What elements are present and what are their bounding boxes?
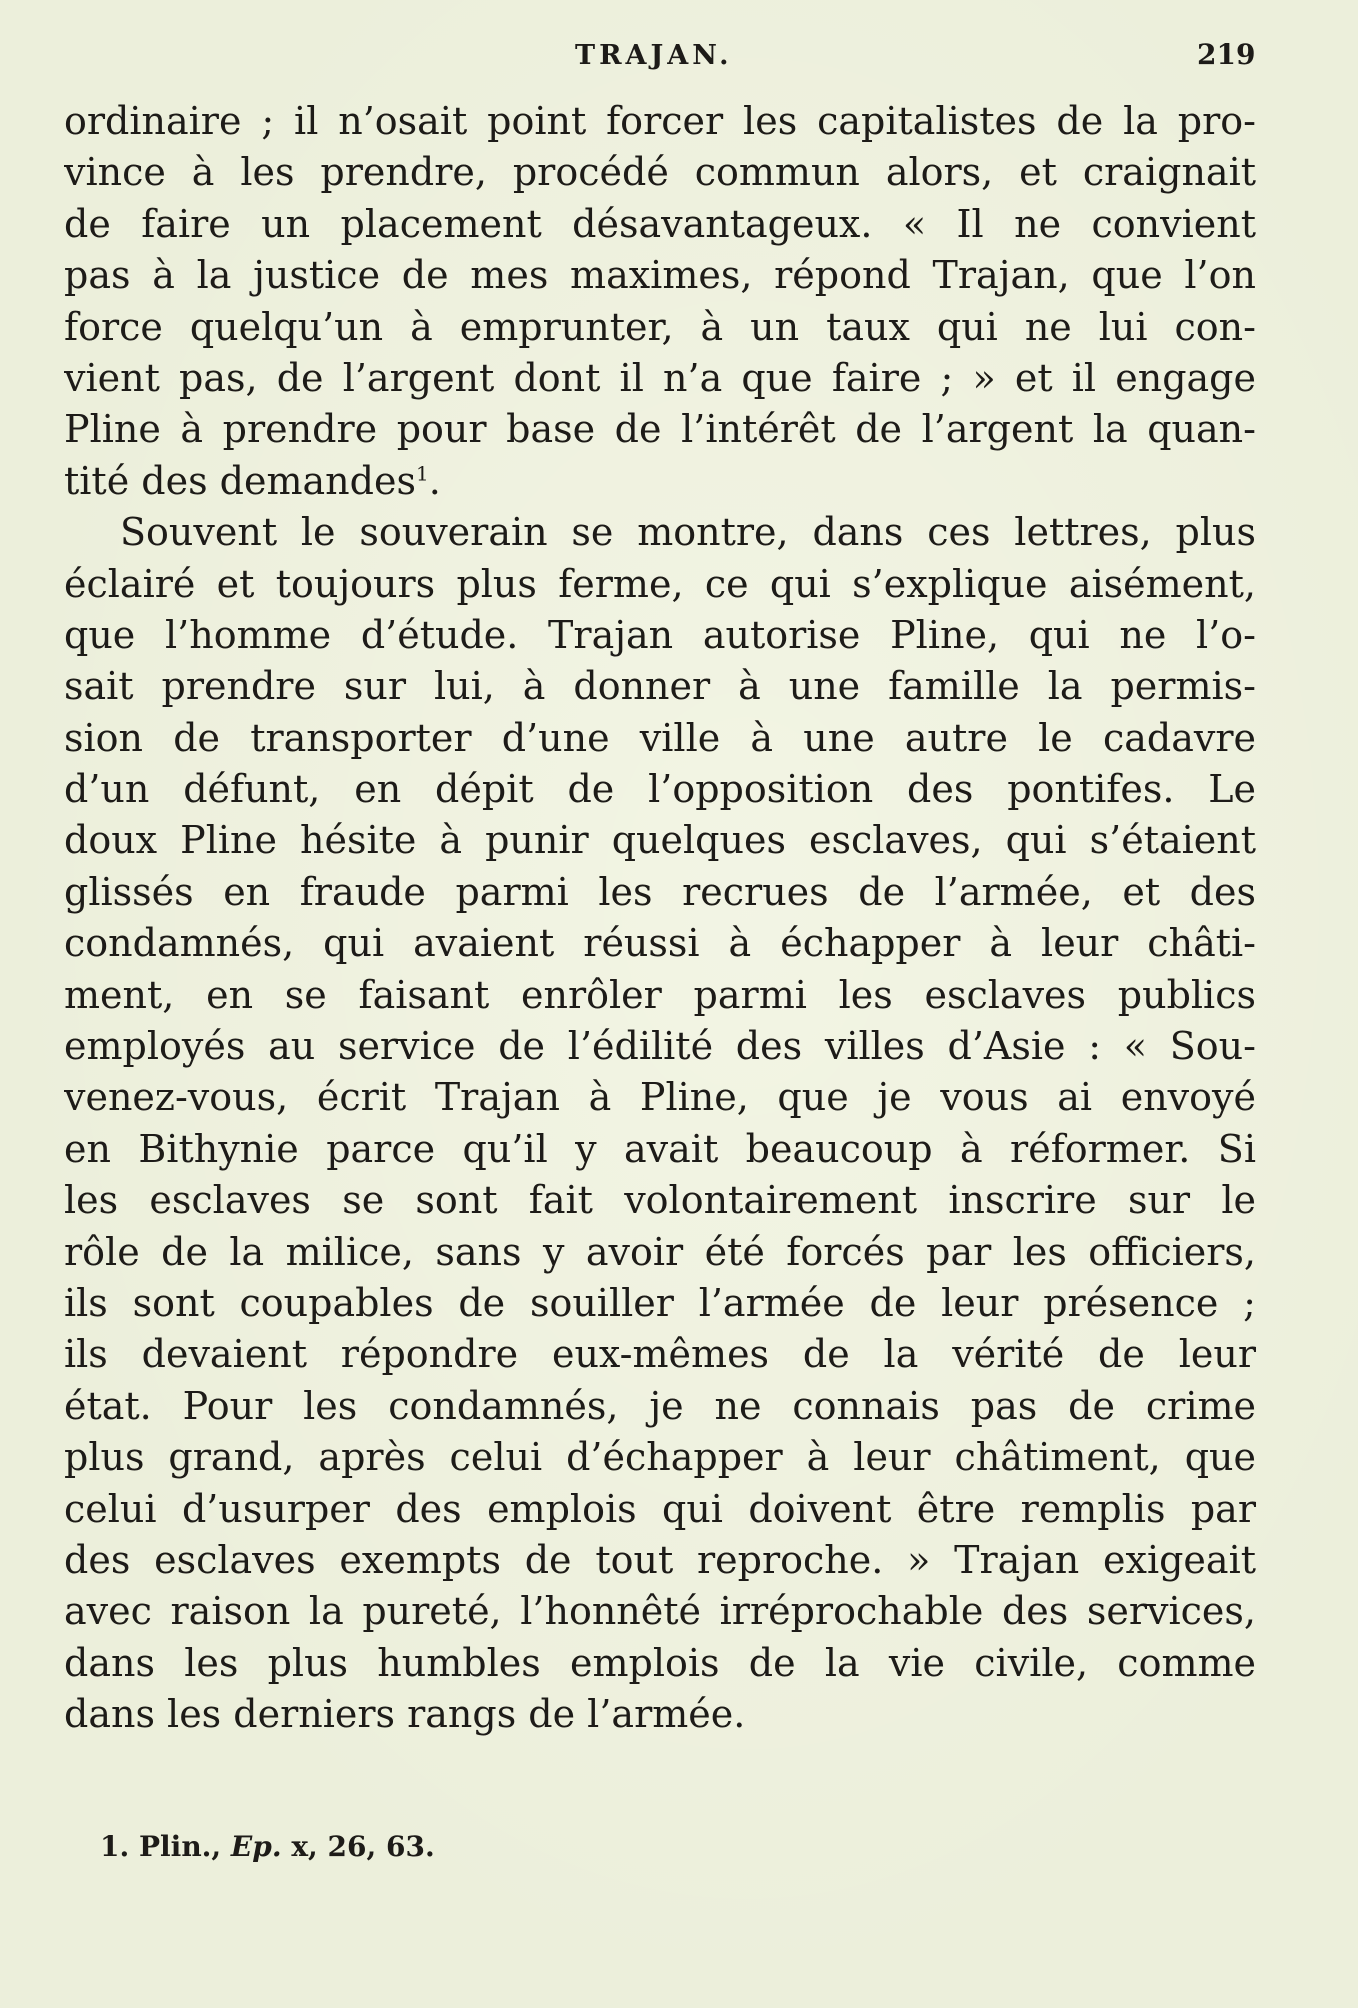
text-line: celui d’usurper des emplois qui doivent être remplis par <box>64 1486 1256 1531</box>
text-line: force quelqu’un à emprunter, à un taux qui ne lui con- <box>64 304 1256 349</box>
text-line: plus grand, après celui d’échapper à leur châtiment, que <box>64 1435 1256 1480</box>
running-head: TRAJAN. <box>575 40 733 71</box>
text-line: des esclaves exempts de tout reproche. » Trajan exigeait <box>64 1537 1256 1582</box>
text-line: sion de transporter d’une ville à une autre le cadavre <box>64 715 1256 760</box>
text-line: Pline à prendre pour base de l’intérêt de l’argent la quan- <box>64 407 1256 452</box>
text-line: rôle de la milice, sans y avoir été forcés par les officiers, <box>64 1229 1256 1274</box>
text-line: ils devaient répondre eux-mêmes de la vérité de leur <box>64 1332 1256 1377</box>
text-line: avec raison la pureté, l’honnêté irréprochable des services, <box>64 1589 1256 1634</box>
body-text <box>64 96 1256 1741</box>
text-line: venez-vous, écrit Trajan à Pline, que je vous ai envoyé <box>64 1075 1256 1120</box>
text-line: pas à la justice de mes maximes, répond Trajan, que l’on <box>64 253 1256 298</box>
footnote-reference-text: x, 26, 63. <box>291 1830 435 1863</box>
text-line: dans les derniers rangs de l’armée. <box>64 1692 746 1737</box>
text-line: ils sont coupables de souiller l’armée de leur présence ; <box>64 1280 1256 1325</box>
text-line: sait prendre sur lui, à donner à une famille la permis- <box>64 664 1256 709</box>
footnote-author: Plin., <box>138 1830 222 1863</box>
text-line: éclairé et toujours plus ferme, ce qui s’explique aisément, <box>64 561 1256 606</box>
text-line: glissés en fraude parmi les recrues de l’armée, et des <box>64 869 1256 914</box>
text-line: Souvent le souverain se montre, dans ces lettres, plus <box>120 510 1256 555</box>
text-line: doux Pline hésite à punir quelques esclaves, qui s’étaient <box>64 818 1256 863</box>
text-line: état. Pour les condamnés, je ne connais pas de crime <box>64 1383 1256 1428</box>
text-line: dans les plus humbles emplois de la vie civile, comme <box>64 1640 1256 1685</box>
text-line: que l’homme d’étude. Trajan autorise Pline, qui ne l’o- <box>64 612 1256 657</box>
text-line: en Bithynie parce qu’il y avait beaucoup à réformer. Si <box>64 1126 1256 1171</box>
footnote <box>100 1830 435 1863</box>
text-line: vince à les prendre, procédé commun alors, et craignait <box>64 150 1256 195</box>
text-line: d’un défunt, en dépit de l’opposition des pontifes. Le <box>64 767 1256 812</box>
text-line: les esclaves se sont fait volontairement inscrire sur le <box>64 1178 1256 1223</box>
paragraph-end-line <box>64 456 1256 507</box>
text-line: ordinaire ; il n’osait point forcer les capitalistes de la pro- <box>64 99 1256 143</box>
footnote-number: 1. <box>100 1830 130 1863</box>
footnote-work: Ep. <box>230 1830 282 1863</box>
page-number: 219 <box>1197 38 1256 71</box>
text-line: tité des demandes <box>64 458 416 503</box>
text-line: ment, en se faisant enrôler parmi les esclaves publics <box>64 972 1256 1017</box>
text-line: condamnés, qui avaient réussi à échapper à leur châti- <box>64 921 1256 966</box>
footnote-reference: 1 <box>415 461 429 486</box>
text-line: vient pas, de l’argent dont il n’a que faire ; » et il engage <box>64 355 1256 400</box>
text-line: de faire un placement désavantageux. « Il ne convient <box>64 201 1256 246</box>
text-line: employés au service de l’édilité des villes d’Asie : « Sou- <box>64 1024 1256 1069</box>
footnote-reference-punctuation: . <box>428 458 441 503</box>
